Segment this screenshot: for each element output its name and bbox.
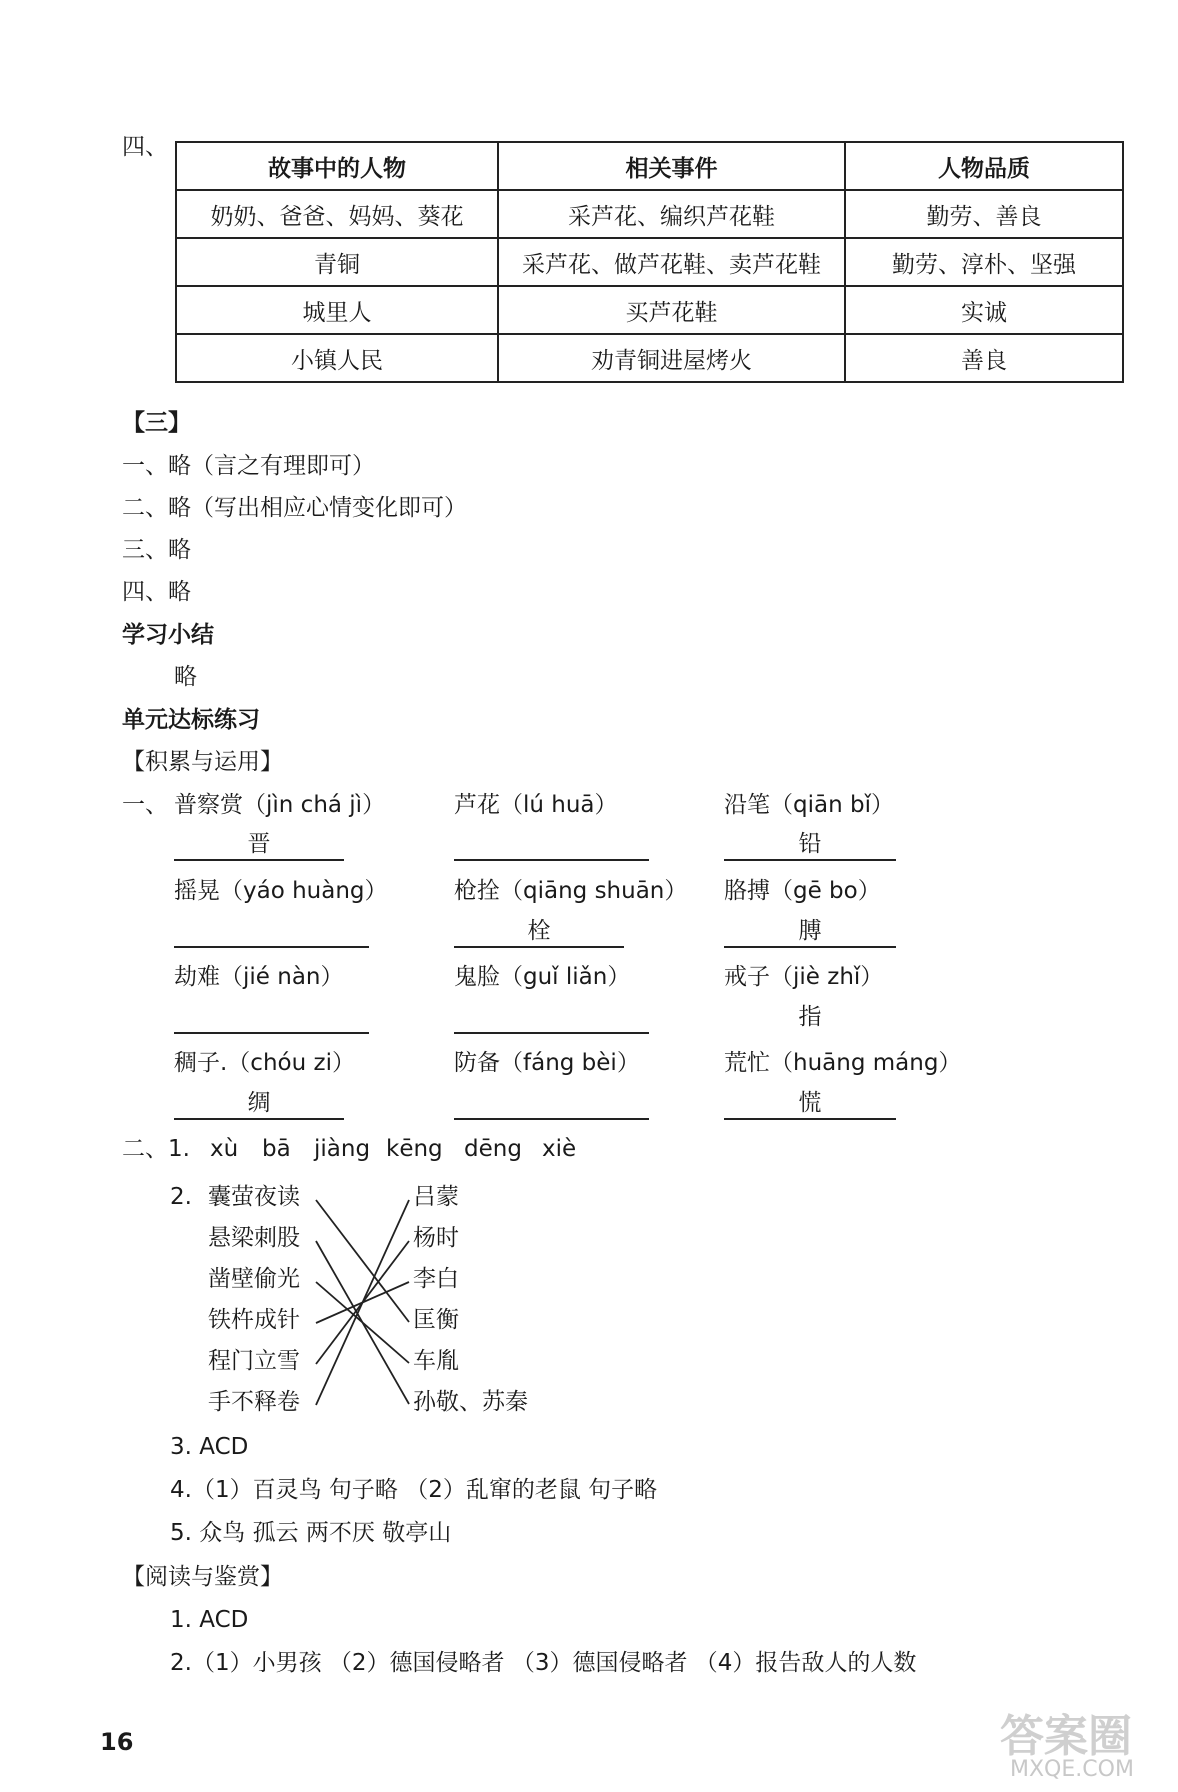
match-left-item: 手不释卷 bbox=[208, 1389, 300, 1415]
table-cell: 勤劳、淳朴、坚强 bbox=[845, 238, 1123, 286]
word-pinyin: （qiān bǐ） bbox=[770, 792, 894, 818]
match-left-item: 悬梁刺股 bbox=[208, 1225, 300, 1251]
word: 戒子 bbox=[724, 964, 770, 990]
word-pinyin: （jié nàn） bbox=[220, 964, 344, 990]
match-right-item: 匡衡 bbox=[413, 1307, 459, 1333]
watermark-url: MXQE.COM bbox=[1010, 1757, 1134, 1782]
match-right-item: 车胤 bbox=[413, 1348, 459, 1374]
word: 芦花 bbox=[454, 792, 500, 818]
answer-text: 慌 bbox=[798, 1090, 822, 1116]
answer-text: 栓 bbox=[527, 918, 551, 944]
table-cell: 青铜 bbox=[176, 238, 498, 286]
match-left-item: 囊萤夜读 bbox=[208, 1184, 300, 1210]
pinyin-answer: kēng bbox=[386, 1136, 443, 1162]
word-pinyin: （gē bo） bbox=[770, 878, 881, 904]
accum-title: 【积累与运用】 bbox=[122, 749, 283, 775]
word-pinyin: （guǐ liǎn） bbox=[500, 964, 631, 990]
answer-text: 膊 bbox=[798, 918, 822, 944]
q2-marker: 二、1. bbox=[122, 1136, 190, 1162]
part3-title: 【三】 bbox=[122, 410, 191, 436]
word-pinyin: （huāng máng） bbox=[770, 1050, 962, 1076]
q1-marker: 一、 bbox=[122, 792, 168, 818]
answer-text: 指 bbox=[798, 1004, 822, 1030]
table-cell: 采芦花、编织芦花鞋 bbox=[498, 190, 845, 238]
page-number: 16 bbox=[100, 1728, 134, 1756]
match-right-item: 吕蒙 bbox=[413, 1184, 459, 1210]
table-header: 人物品质 bbox=[845, 142, 1123, 190]
reading-q2: 2.（1）小男孩 （2）德国侵略者 （3）德国侵略者 （4）报告敌人的人数 bbox=[170, 1650, 917, 1676]
word: 鬼脸 bbox=[454, 964, 500, 990]
unit-title: 单元达标练习 bbox=[122, 707, 260, 733]
word: 防备 bbox=[454, 1050, 500, 1076]
word: 胳搏 bbox=[724, 878, 770, 904]
word-pinyin: （fáng bèi） bbox=[500, 1050, 640, 1076]
match-left-item: 凿壁偷光 bbox=[208, 1266, 300, 1292]
table-cell: 善良 bbox=[845, 334, 1123, 382]
part3-line: 三、略 bbox=[122, 537, 191, 563]
word: 稠子 bbox=[174, 1050, 220, 1076]
match-line bbox=[316, 1282, 409, 1363]
word-pinyin: （yáo huàng） bbox=[220, 878, 388, 904]
q5-answer: 5. 众鸟 孤云 两不厌 敬亭山 bbox=[170, 1520, 452, 1546]
watermark-logo: 答案圈 bbox=[1000, 1711, 1132, 1762]
word: 摇晃 bbox=[174, 878, 220, 904]
part3-line: 二、略（写出相应心情变化即可） bbox=[122, 495, 467, 521]
word-pinyin: （jiè zhǐ） bbox=[770, 964, 884, 990]
reading-q1: 1. ACD bbox=[170, 1607, 249, 1633]
table-cell: 勤劳、善良 bbox=[845, 190, 1123, 238]
pinyin-answer: dēng bbox=[464, 1136, 522, 1162]
match-left-item: 铁杵成针 bbox=[208, 1307, 300, 1333]
table-cell: 城里人 bbox=[176, 286, 498, 334]
table-cell: 实诚 bbox=[845, 286, 1123, 334]
table-cell: 采芦花、做芦花鞋、卖芦花鞋 bbox=[498, 238, 845, 286]
pinyin-answer: xù bbox=[210, 1136, 239, 1162]
table-cell: 奶奶、爸爸、妈妈、葵花 bbox=[176, 190, 498, 238]
word: 普察赏 bbox=[174, 792, 243, 818]
pinyin-answer: jiàng bbox=[314, 1136, 371, 1162]
part3-line: 一、略（言之有理即可） bbox=[122, 453, 375, 479]
summary-body: 略 bbox=[174, 664, 197, 690]
section-marker-4: 四、 bbox=[122, 134, 168, 160]
match-right-item: 李白 bbox=[413, 1266, 459, 1292]
match-left-item: 程门立雪 bbox=[208, 1348, 300, 1374]
word: 劫难 bbox=[174, 964, 220, 990]
table-header: 故事中的人物 bbox=[176, 142, 498, 190]
word-pinyin: .（chóu zi） bbox=[220, 1050, 355, 1076]
answer-text: 晋 bbox=[247, 831, 271, 857]
table-cell: 小镇人民 bbox=[176, 334, 498, 382]
table-cell: 买芦花鞋 bbox=[498, 286, 845, 334]
table-cell: 劝青铜进屋烤火 bbox=[498, 334, 845, 382]
q3-answer: 3. ACD bbox=[170, 1434, 249, 1460]
q4-answer: 4.（1）百灵鸟 句子略 （2）乱窜的老鼠 句子略 bbox=[170, 1477, 658, 1503]
word-pinyin: （lú huā） bbox=[500, 792, 618, 818]
word: 沿笔 bbox=[724, 792, 770, 818]
table-header: 相关事件 bbox=[498, 142, 845, 190]
summary-title: 学习小结 bbox=[122, 622, 214, 648]
pinyin-answer: bā bbox=[262, 1136, 291, 1162]
word: 荒忙 bbox=[724, 1050, 770, 1076]
q2-2-label: 2. bbox=[170, 1184, 192, 1210]
answer-text: 铅 bbox=[798, 831, 822, 857]
match-right-item: 杨时 bbox=[413, 1225, 459, 1251]
word-pinyin: （jìn chá jì） bbox=[243, 792, 386, 818]
match-right-item: 孙敬、苏秦 bbox=[413, 1389, 528, 1415]
word-pinyin: （qiāng shuān） bbox=[500, 878, 688, 904]
reading-title: 【阅读与鉴赏】 bbox=[122, 1564, 283, 1590]
pinyin-answer: xiè bbox=[542, 1136, 577, 1162]
answer-text: 绸 bbox=[247, 1090, 271, 1116]
part3-line: 四、略 bbox=[122, 579, 191, 605]
word: 枪拴 bbox=[454, 878, 500, 904]
